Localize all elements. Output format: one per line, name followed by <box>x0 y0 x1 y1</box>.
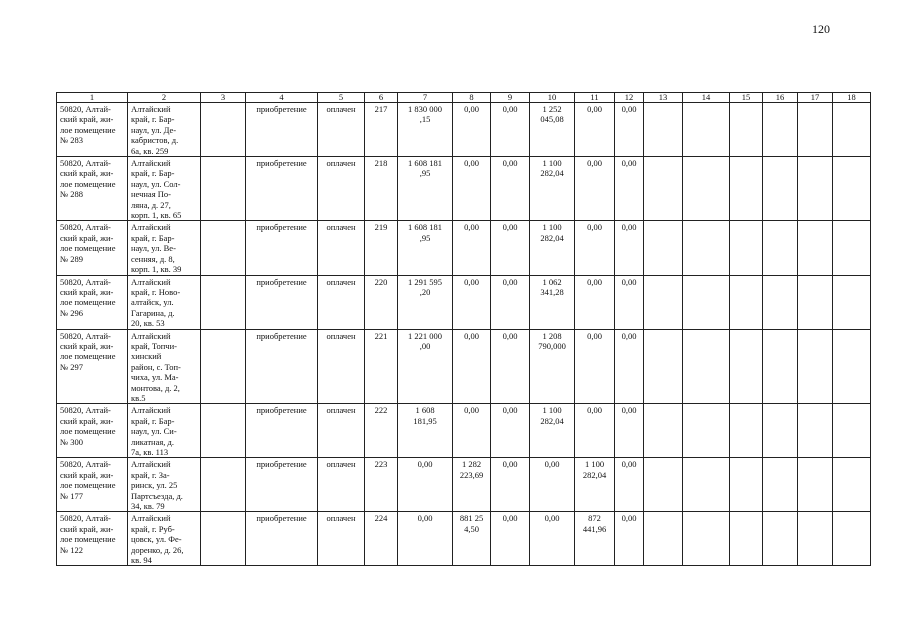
col14-cell <box>683 157 730 221</box>
value-col10-cell: 1 100 282,04 <box>530 404 575 458</box>
col13-cell <box>644 103 683 157</box>
col18-cell <box>833 329 871 404</box>
header-row <box>57 93 871 103</box>
col-header: 13 <box>644 93 683 103</box>
col17-cell <box>798 458 833 512</box>
table-row <box>57 275 871 329</box>
col-header: 14 <box>683 93 730 103</box>
col3-cell <box>201 458 246 512</box>
col15-cell <box>730 512 763 566</box>
col15-cell <box>730 103 763 157</box>
value-col12-cell: 0,00 <box>615 103 644 157</box>
value-col10-cell: 1 252 045,08 <box>530 103 575 157</box>
operation-cell: приобретение <box>246 275 318 329</box>
col16-cell <box>763 458 798 512</box>
col3-cell <box>201 221 246 275</box>
col18-cell <box>833 275 871 329</box>
value-col10-cell: 0,00 <box>530 512 575 566</box>
table-row <box>57 329 871 404</box>
col14-cell <box>683 512 730 566</box>
record-number-cell: 221 <box>365 329 398 404</box>
value-col9-cell: 0,00 <box>491 458 530 512</box>
col13-cell <box>644 221 683 275</box>
status-cell: оплачен <box>318 157 365 221</box>
col17-cell <box>798 275 833 329</box>
property-register-table <box>56 92 871 566</box>
object-name-cell: 50820, Алтай- ский край, жи- лое помещение № 289 <box>57 221 128 275</box>
col13-cell <box>644 458 683 512</box>
col-header: 5 <box>318 93 365 103</box>
col16-cell <box>763 157 798 221</box>
operation-cell: приобретение <box>246 458 318 512</box>
col18-cell <box>833 103 871 157</box>
value-col7-cell: 1 291 595 ,20 <box>398 275 453 329</box>
address-cell: Алтайский край, Топчи- хинский район, с. Топ- чиха, ул. Ма- монтова, д. 2, кв.5 <box>128 329 201 404</box>
value-col9-cell: 0,00 <box>491 512 530 566</box>
record-number-cell: 219 <box>365 221 398 275</box>
status-cell: оплачен <box>318 221 365 275</box>
col18-cell <box>833 157 871 221</box>
col13-cell <box>644 404 683 458</box>
object-name-cell: 50820, Алтай- ский край, жи- лое помещение № 283 <box>57 103 128 157</box>
operation-cell: приобретение <box>246 103 318 157</box>
record-number-cell: 223 <box>365 458 398 512</box>
col15-cell <box>730 157 763 221</box>
col-header: 10 <box>530 93 575 103</box>
col-header: 2 <box>128 93 201 103</box>
value-col7-cell: 1 608 181 ,95 <box>398 221 453 275</box>
col-header: 3 <box>201 93 246 103</box>
value-col9-cell: 0,00 <box>491 103 530 157</box>
col18-cell <box>833 458 871 512</box>
table-row <box>57 157 871 221</box>
col-header: 6 <box>365 93 398 103</box>
address-cell: Алтайский край, г. Бар- наул, ул. Сол- нечная По- ляна, д. 27, корп. 1, кв. 65 <box>128 157 201 221</box>
col18-cell <box>833 221 871 275</box>
value-col8-cell: 0,00 <box>453 157 491 221</box>
status-cell: оплачен <box>318 458 365 512</box>
col-header: 1 <box>57 93 128 103</box>
status-cell: оплачен <box>318 329 365 404</box>
col13-cell <box>644 512 683 566</box>
table-row <box>57 103 871 157</box>
table-row <box>57 512 871 566</box>
col3-cell <box>201 275 246 329</box>
col14-cell <box>683 329 730 404</box>
col16-cell <box>763 221 798 275</box>
value-col7-cell: 1 608 181,95 <box>398 404 453 458</box>
value-col11-cell: 0,00 <box>575 157 615 221</box>
table-row <box>57 458 871 512</box>
value-col7-cell: 1 608 181 ,95 <box>398 157 453 221</box>
value-col12-cell: 0,00 <box>615 275 644 329</box>
operation-cell: приобретение <box>246 157 318 221</box>
col-header: 18 <box>833 93 871 103</box>
value-col8-cell: 0,00 <box>453 103 491 157</box>
col15-cell <box>730 329 763 404</box>
value-col11-cell: 0,00 <box>575 404 615 458</box>
col3-cell <box>201 512 246 566</box>
value-col7-cell: 0,00 <box>398 512 453 566</box>
operation-cell: приобретение <box>246 404 318 458</box>
col14-cell <box>683 404 730 458</box>
col17-cell <box>798 329 833 404</box>
col16-cell <box>763 512 798 566</box>
col18-cell <box>833 404 871 458</box>
col15-cell <box>730 275 763 329</box>
col17-cell <box>798 404 833 458</box>
object-name-cell: 50820, Алтай- ский край, жи- лое помещение № 296 <box>57 275 128 329</box>
value-col9-cell: 0,00 <box>491 221 530 275</box>
value-col12-cell: 0,00 <box>615 221 644 275</box>
value-col8-cell: 881 25 4,50 <box>453 512 491 566</box>
value-col10-cell: 1 062 341,28 <box>530 275 575 329</box>
col14-cell <box>683 103 730 157</box>
value-col11-cell: 0,00 <box>575 275 615 329</box>
col-header: 8 <box>453 93 491 103</box>
operation-cell: приобретение <box>246 329 318 404</box>
record-number-cell: 218 <box>365 157 398 221</box>
value-col8-cell: 0,00 <box>453 275 491 329</box>
status-cell: оплачен <box>318 512 365 566</box>
object-name-cell: 50820, Алтай- ский край, жи- лое помещение № 297 <box>57 329 128 404</box>
table-row <box>57 221 871 275</box>
value-col9-cell: 0,00 <box>491 157 530 221</box>
address-cell: Алтайский край, г. Ново- алтайск, ул. Гагарина, д. 20, кв. 53 <box>128 275 201 329</box>
object-name-cell: 50820, Алтай- ский край, жи- лое помещение № 288 <box>57 157 128 221</box>
value-col12-cell: 0,00 <box>615 458 644 512</box>
value-col8-cell: 0,00 <box>453 221 491 275</box>
address-cell: Алтайский край, г. За- ринск, ул. 25 Партсъезда, д. 34, кв. 79 <box>128 458 201 512</box>
col15-cell <box>730 458 763 512</box>
col17-cell <box>798 512 833 566</box>
value-col7-cell: 1 830 000 ,15 <box>398 103 453 157</box>
status-cell: оплачен <box>318 404 365 458</box>
col-header: 9 <box>491 93 530 103</box>
value-col10-cell: 1 100 282,04 <box>530 221 575 275</box>
status-cell: оплачен <box>318 103 365 157</box>
value-col8-cell: 0,00 <box>453 404 491 458</box>
status-cell: оплачен <box>318 275 365 329</box>
value-col11-cell: 872 441,96 <box>575 512 615 566</box>
col17-cell <box>798 221 833 275</box>
object-name-cell: 50820, Алтай- ский край, жи- лое помещение № 122 <box>57 512 128 566</box>
value-col9-cell: 0,00 <box>491 404 530 458</box>
record-number-cell: 217 <box>365 103 398 157</box>
value-col11-cell: 0,00 <box>575 329 615 404</box>
value-col8-cell: 0,00 <box>453 329 491 404</box>
address-cell: Алтайский край, г. Руб- цовск, ул. Фе- доренко, д. 26, кв. 94 <box>128 512 201 566</box>
record-number-cell: 220 <box>365 275 398 329</box>
operation-cell: приобретение <box>246 221 318 275</box>
value-col10-cell: 0,00 <box>530 458 575 512</box>
col-header: 4 <box>246 93 318 103</box>
record-number-cell: 224 <box>365 512 398 566</box>
address-cell: Алтайский край, г. Бар- наул, ул. Ве- сенняя, д. 8, корп. 1, кв. 39 <box>128 221 201 275</box>
value-col12-cell: 0,00 <box>615 329 644 404</box>
col13-cell <box>644 157 683 221</box>
object-name-cell: 50820, Алтай- ский край, жи- лое помещение № 177 <box>57 458 128 512</box>
register-body <box>57 103 871 566</box>
col3-cell <box>201 103 246 157</box>
value-col12-cell: 0,00 <box>615 512 644 566</box>
col3-cell <box>201 329 246 404</box>
col16-cell <box>763 103 798 157</box>
address-cell: Алтайский край, г. Бар- наул, ул. Де- кабристов, д. 6а, кв. 259 <box>128 103 201 157</box>
col16-cell <box>763 275 798 329</box>
value-col10-cell: 1 100 282,04 <box>530 157 575 221</box>
col17-cell <box>798 103 833 157</box>
value-col11-cell: 0,00 <box>575 221 615 275</box>
col17-cell <box>798 157 833 221</box>
value-col11-cell: 1 100 282,04 <box>575 458 615 512</box>
col14-cell <box>683 275 730 329</box>
col-header: 15 <box>730 93 763 103</box>
col16-cell <box>763 404 798 458</box>
value-col9-cell: 0,00 <box>491 275 530 329</box>
col3-cell <box>201 404 246 458</box>
col14-cell <box>683 458 730 512</box>
col3-cell <box>201 157 246 221</box>
value-col11-cell: 0,00 <box>575 103 615 157</box>
record-number-cell: 222 <box>365 404 398 458</box>
col13-cell <box>644 329 683 404</box>
value-col8-cell: 1 282 223,69 <box>453 458 491 512</box>
col13-cell <box>644 275 683 329</box>
col-header: 12 <box>615 93 644 103</box>
value-col9-cell: 0,00 <box>491 329 530 404</box>
col-header: 17 <box>798 93 833 103</box>
col-header: 7 <box>398 93 453 103</box>
value-col12-cell: 0,00 <box>615 404 644 458</box>
col18-cell <box>833 512 871 566</box>
col14-cell <box>683 221 730 275</box>
table-row <box>57 404 871 458</box>
col16-cell <box>763 329 798 404</box>
value-col12-cell: 0,00 <box>615 157 644 221</box>
value-col10-cell: 1 208 790,000 <box>530 329 575 404</box>
value-col7-cell: 1 221 000 ,00 <box>398 329 453 404</box>
col15-cell <box>730 404 763 458</box>
col-header: 16 <box>763 93 798 103</box>
page-number: 120 <box>812 22 830 36</box>
object-name-cell: 50820, Алтай- ский край, жи- лое помещение № 300 <box>57 404 128 458</box>
col15-cell <box>730 221 763 275</box>
operation-cell: приобретение <box>246 512 318 566</box>
value-col7-cell: 0,00 <box>398 458 453 512</box>
col-header: 11 <box>575 93 615 103</box>
address-cell: Алтайский край, г. Бар- наул, ул. Си- ликатная, д. 7а, кв. 113 <box>128 404 201 458</box>
